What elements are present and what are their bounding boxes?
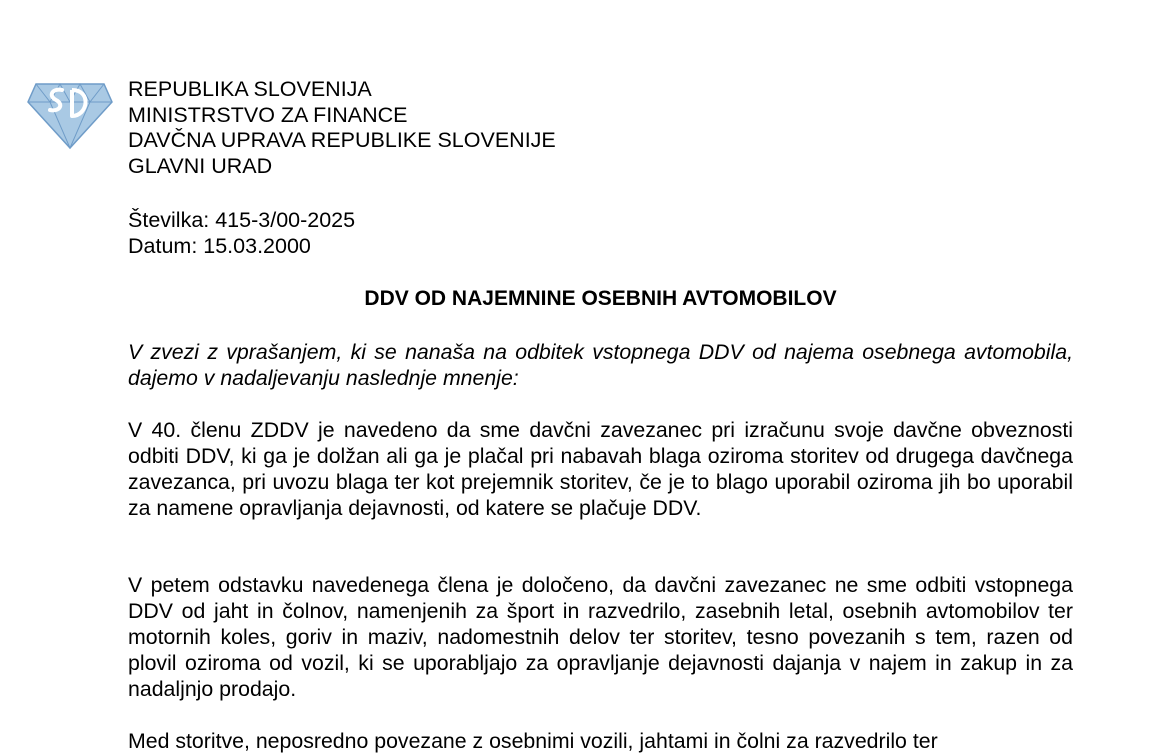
header-ministry: MINISTRSTVO ZA FINANCE — [128, 102, 408, 127]
intro-paragraph: V zvezi z vprašanjem, ki se nanaša na odbitek vstopnega DDV od najema osebnega avtomobila, dajemo v nadaljevanju naslednje mnenje: — [128, 340, 1073, 390]
body-paragraph-1: V 40. členu ZDDV je navedeno da sme davčni zavezanec pri izračunu svoje davčne obveznosti odbiti DDV, ki ga je dolžan ali ga je plačal pri nabavah blaga oziroma storitev od drugega davčnega zavezanca, pri uvozu blaga ter kot prejemnik storitev, če je to blago uporabil oziroma jih bo uporabil za namene opravljanja dejavnosti, od katere se plačuje DDV. — [128, 418, 1073, 520]
body-paragraph-3: Med storitve, neposredno povezane z osebnimi vozili, jahtami in čolni za razvedrilo ter — [128, 729, 938, 753]
body-paragraph-2: V petem odstavku navedenega člena je določeno, da davčni zavezanec ne sme odbiti vstopnega DDV od jaht in čolnov, namenjenih za šport in razvedrilo, zasebnih letal, osebnih avtomobilov ter motornih koles, goriv in maziv, nadomestnih delov ter storitev, tesno povezanih s tem, razen od plovil oziroma od vozil, ki se uporabljajo za opravljanje dejavnosti dajanja v najem in zakup in za nadaljnjo prodajo. — [128, 573, 1073, 701]
header-country: REPUBLIKA SLOVENIJA — [128, 77, 372, 101]
document-title: DDV OD NAJEMNINE OSEBNIH AVTOMOBILOV — [364, 287, 837, 310]
document-number: Številka: 415-3/00-2025 — [128, 208, 356, 232]
document-date: Datum: 15.03.2000 — [128, 234, 311, 258]
header-office: GLAVNI URAD — [128, 153, 273, 178]
document-meta — [128, 207, 355, 259]
tax-administration-logo-icon — [26, 76, 114, 152]
header-agency: DAVČNA UPRAVA REPUBLIKE SLOVENIJE — [128, 128, 556, 152]
document-header — [128, 77, 556, 179]
